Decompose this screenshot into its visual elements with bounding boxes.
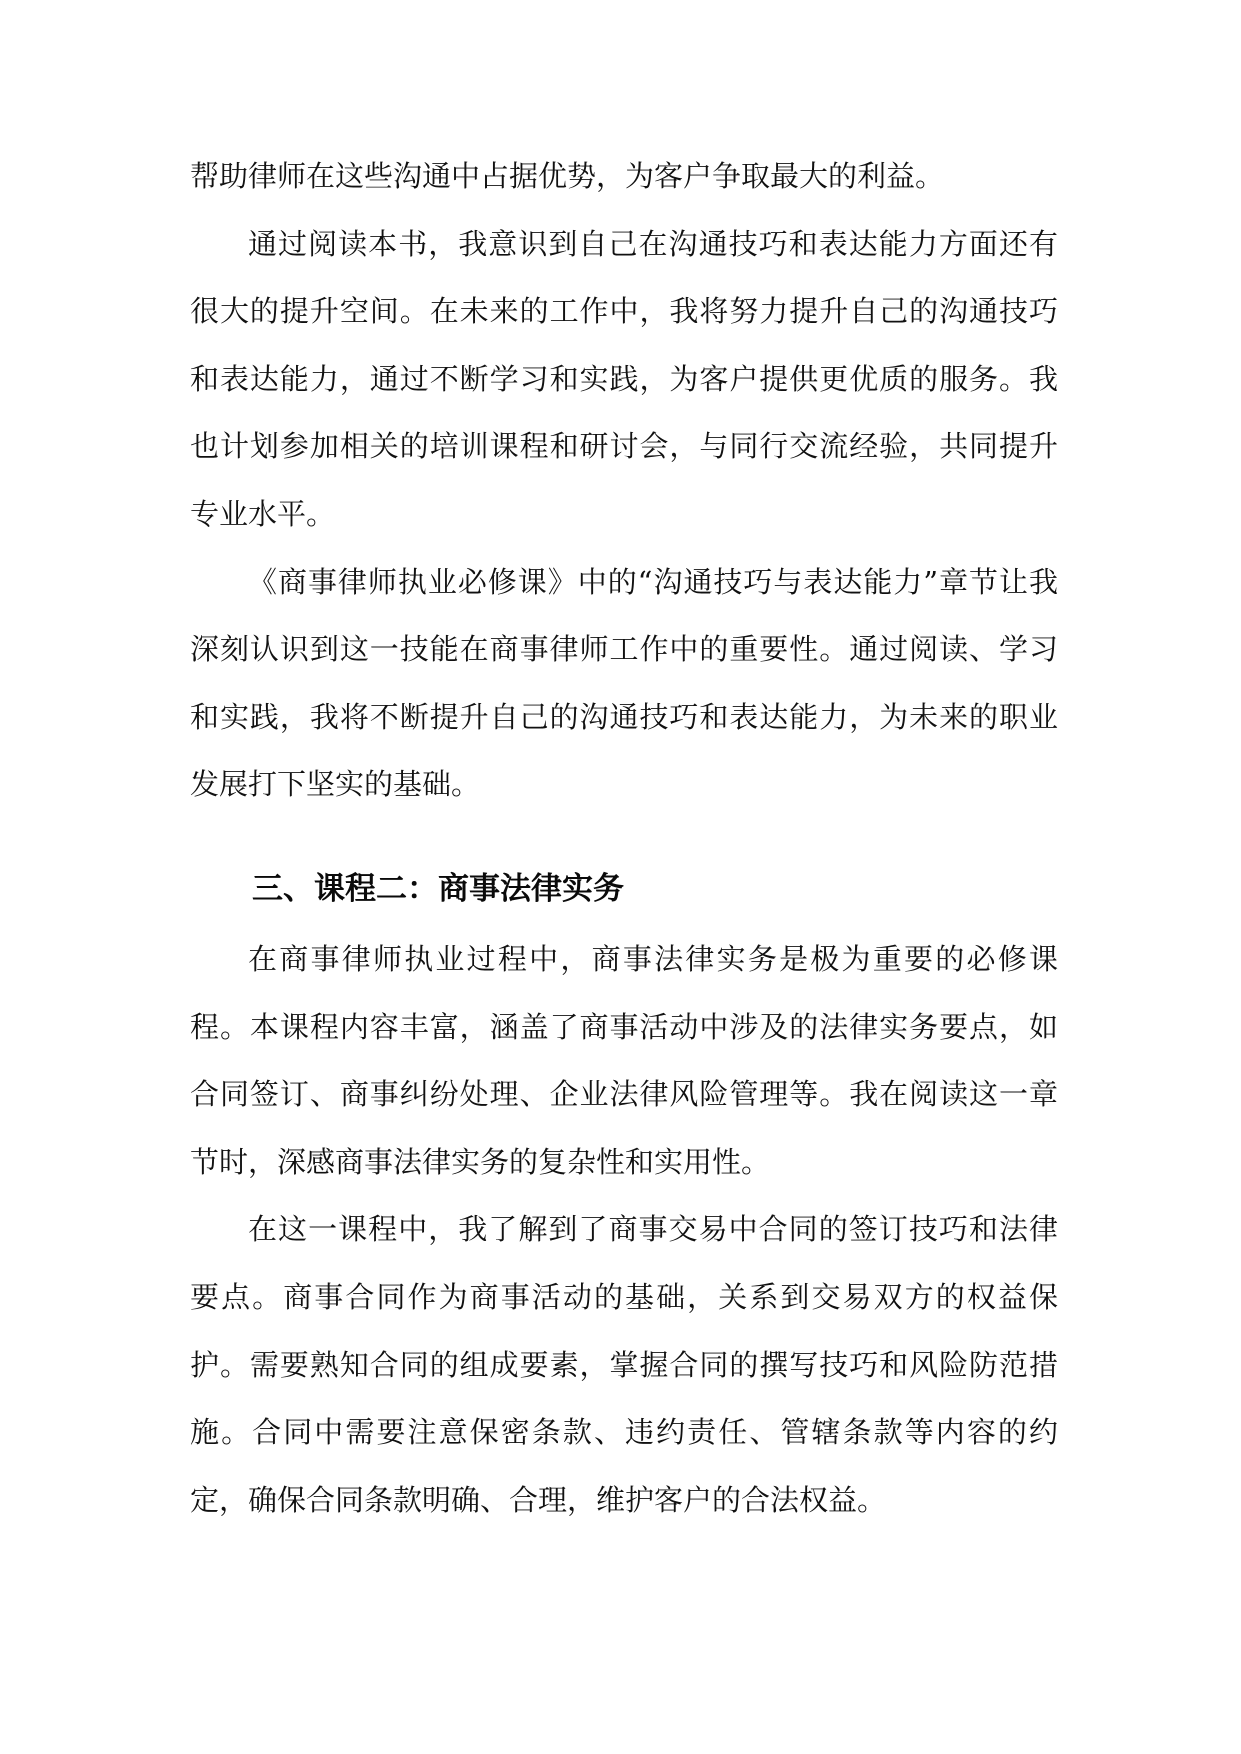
section-heading: 三、课程二：商事法律实务	[252, 870, 624, 907]
paragraph: 在商事律师执业过程中，商事法律实务是极为重要的必修课程。本课程内容丰富，涵盖了商事活动中涉及的法律实务要点，如合同签订、商事纠纷处理、企业法律风险管理等。我在阅读这一章节时，深感商事法律实务的复杂性和实用性。	[190, 941, 1058, 1179]
paragraph: 在这一课程中，我了解到了商事交易中合同的签订技巧和法律要点。商事合同作为商事活动的基础，关系到交易双方的权益保护。需要熟知合同的组成要素，掌握合同的撰写技巧和风险防范措施。合同中需要注意保密条款、违约责任、管辖条款等内容的约定，确保合同条款明确、合理，维护客户的合法权益。	[190, 1212, 1058, 1517]
paragraph: 通过阅读本书，我意识到自己在沟通技巧和表达能力方面还有很大的提升空间。在未来的工作中，我将努力提升自己的沟通技巧和表达能力，通过不断学习和实践，为客户提供更优质的服务。我也计划参加相关的培训课程和研讨会，与同行交流经验，共同提升专业水平。	[190, 226, 1058, 531]
paragraph: 《商事律师执业必修课》中的“沟通技巧与表达能力”章节让我深刻认识到这一技能在商事律师工作中的重要性。通过阅读、学习和实践，我将不断提升自己的沟通技巧和表达能力，为未来的职业发展打下坚实的基础。	[190, 564, 1058, 802]
document-body	[190, 143, 1058, 1534]
paragraph-continued: 帮助律师在这些沟通中占据优势，为客户争取最大的利益。	[190, 159, 945, 193]
